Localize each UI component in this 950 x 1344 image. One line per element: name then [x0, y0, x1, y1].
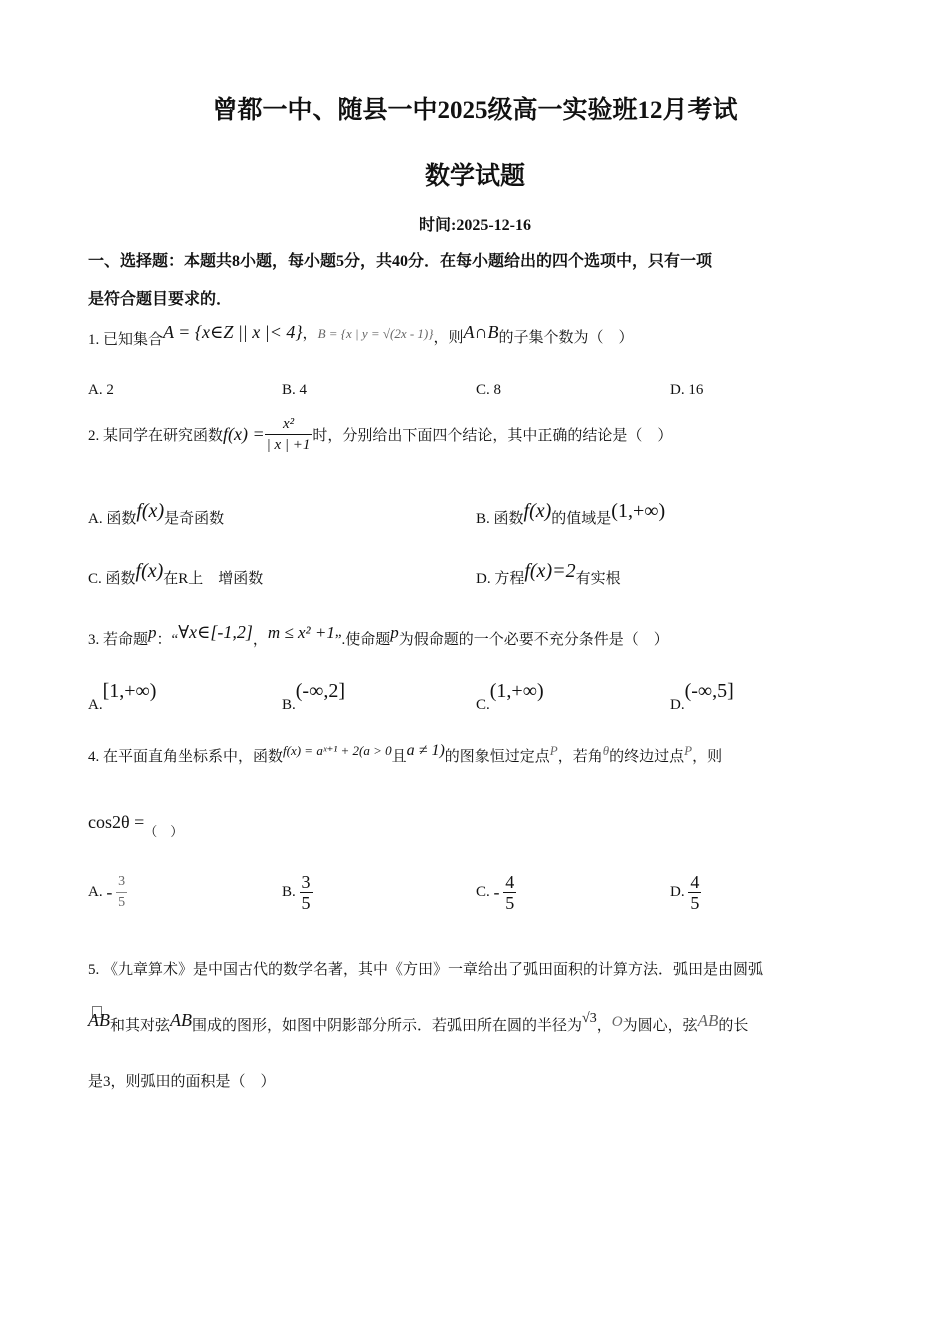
q2-option-d-label: D. 方程: [476, 571, 525, 587]
q4-option-d: [670, 872, 701, 913]
q4-p2: P: [684, 743, 693, 758]
q3-option-c: [476, 680, 544, 714]
section1-line2: 是符合题目要求的．: [88, 291, 233, 308]
q5-t1: 和其对弦: [110, 1018, 171, 1034]
q2-option-b-label: B. 函数: [476, 511, 524, 527]
q1-set-b: B = {x | y = √(2x - 1)}: [317, 326, 434, 341]
q5-arc: AB: [88, 1010, 110, 1030]
q2-fx: f(x) =: [223, 424, 265, 444]
q4-option-a-den: 5: [118, 895, 126, 910]
q2-option-a: [88, 500, 224, 528]
q4-condition: a ≠ 1): [406, 742, 445, 759]
q3-p: p: [148, 623, 157, 642]
q5-chord2: AB: [697, 1011, 719, 1030]
q4-theta: θ: [602, 743, 610, 758]
q1-comma: ，: [302, 326, 318, 342]
q2-option-c-math: f(x): [135, 560, 164, 582]
q2-prefix: 2. 某同学在研究函数: [88, 428, 224, 444]
q2-option-b-text: 的值域是: [551, 511, 612, 527]
q5-t2: 围成的图形，如图中阴影部分所示．若弧田所在圆的半径为: [192, 1018, 583, 1034]
q2-option-b-math: f(x): [523, 500, 552, 522]
q3-option-a-value: [1,+∞): [102, 680, 157, 702]
exam-title: 曾都一中、随县一中2025级高一实验班12月考试: [212, 97, 738, 124]
q5-line2: [88, 1010, 748, 1035]
q3-option-c-value: (1,+∞): [489, 680, 544, 702]
q4-option-b-num: 3: [301, 872, 311, 892]
q3-option-d: [670, 680, 734, 714]
q2-option-a-text: 是奇函数: [164, 511, 225, 527]
q2-fraction: [265, 414, 313, 455]
q5-t4: 为圆心，弦: [622, 1018, 698, 1034]
q5-radius: √3: [582, 1011, 597, 1026]
exam-subtitle: 数学试题: [424, 163, 525, 190]
q3-inequality: m ≤ x² +1: [267, 623, 335, 642]
question-4: [88, 742, 722, 766]
q4-option-c-num: 4: [505, 872, 515, 892]
question-3: [88, 622, 669, 649]
q2-denominator: | x | +1: [266, 437, 311, 453]
q4-option-a-num: 3: [116, 872, 127, 893]
q1-option-b: B. 4: [282, 382, 308, 398]
q5-t5: 的长: [718, 1018, 749, 1034]
q3-option-d-label: D.: [670, 697, 685, 713]
exam-time: 时间:2025-12-16: [419, 217, 531, 234]
q4-cos-line: [88, 812, 183, 840]
q4-option-d-fraction: [688, 872, 701, 913]
q3-option-d-value: (-∞,5]: [684, 680, 734, 702]
q1-option-d: D. 16: [670, 382, 704, 398]
q1-suffix: 的子集个数为（ ）: [498, 330, 634, 346]
q3-suffix: 为假命题的一个必要不充分条件是（ ）: [398, 632, 669, 648]
q4-option-c-label: C.: [476, 884, 490, 900]
q4-option-b-den: 5: [301, 893, 311, 913]
q2-option-a-math: f(x): [136, 500, 165, 522]
q4-option-d-label: D.: [670, 884, 685, 900]
q3-option-b-label: B.: [282, 697, 296, 713]
q2-option-b: [476, 500, 665, 528]
q4-and: 且: [391, 749, 407, 765]
q4-mid3: 的终边过点: [609, 749, 685, 765]
q4-prefix: 4. 在平面直角坐标系中，函数: [88, 749, 284, 765]
q4-p1: P: [549, 743, 558, 758]
q2-option-c: [88, 560, 263, 588]
q2-option-d-math: f(x)=2: [524, 560, 576, 582]
q5-line3: 是3，则弧田的面积是（ ）: [88, 1074, 276, 1090]
q4-option-b: [282, 872, 313, 913]
q1-prefix: 1. 已知集合: [88, 332, 164, 348]
q3-forall: ∀x∈[-1,2]: [178, 622, 253, 642]
q3-option-c-label: C.: [476, 697, 490, 713]
q2-option-d-text: 有实根: [575, 571, 621, 587]
q4-option-a: [88, 872, 127, 913]
q3-option-a: [88, 680, 156, 714]
q4-option-b-fraction: [300, 872, 313, 913]
q3-comma: ，: [252, 632, 268, 648]
q3-colon: ：“: [156, 632, 179, 648]
q2-numerator: x²: [265, 414, 313, 435]
q1-middle: ，则: [433, 330, 464, 346]
q2-option-c-text: 在R上 增函数: [163, 571, 264, 587]
q4-option-c: [476, 872, 516, 913]
q4-option-d-num: 4: [690, 872, 700, 892]
q4-mid1: 的图象恒过定点: [444, 749, 550, 765]
q2-option-c-label: C. 函数: [88, 571, 136, 587]
section1-line1: 一、选择题：本题共8小题，每小题5分，共40分．在每小题给出的四个选项中，只有一项: [88, 253, 713, 270]
q5-t3: ，: [596, 1018, 612, 1034]
q1-option-c: C. 8: [476, 382, 502, 398]
q2-option-a-label: A. 函数: [88, 511, 137, 527]
q1-option-a: A. 2: [88, 382, 114, 398]
q4-option-c-fraction: [503, 872, 516, 913]
q2-suffix: 时，分别给出下面四个结论，其中正确的结论是（ ）: [312, 428, 673, 444]
q5-o: O: [611, 1014, 623, 1030]
q5-line1: 5. 《九章算术》是中国古代的数学名著，其中《方田》一章给出了弧田面积的计算方法．弧田是由圆弧: [88, 962, 764, 978]
question-2: [88, 414, 672, 455]
q4-cos: cos2θ =: [88, 812, 145, 832]
q3-mid: ”.使命题: [334, 632, 391, 648]
q4-option-a-sign: -: [106, 882, 113, 902]
q4-option-a-label: A.: [88, 884, 103, 900]
q4-option-d-den: 5: [690, 893, 700, 913]
q1-intersection: A∩B: [463, 322, 499, 342]
q4-paren: （ ）: [144, 824, 184, 839]
q4-mid4: ，则: [692, 749, 723, 765]
q4-option-c-den: 5: [505, 893, 515, 913]
q3-option-a-label: A.: [88, 697, 103, 713]
q5-chord: AB: [170, 1010, 193, 1030]
q4-function: f(x) = aˣ⁺¹ + 2(a > 0: [283, 743, 392, 758]
q4-option-a-fraction: [116, 872, 127, 913]
q3-option-b-value: (-∞,2]: [295, 680, 346, 702]
q4-option-c-sign: -: [493, 882, 500, 902]
question-1: [88, 322, 633, 349]
q4-mid2: ，若角: [557, 749, 603, 765]
q2-option-d: [476, 560, 621, 588]
q2-option-b-range: (1,+∞): [611, 500, 666, 522]
q1-set-a: A = {x∈Z || x |< 4}: [163, 322, 303, 342]
q4-option-b-label: B.: [282, 884, 296, 900]
q3-option-b: [282, 680, 345, 714]
q3-p2: p: [390, 623, 399, 642]
q3-prefix: 3. 若命题: [88, 632, 149, 648]
